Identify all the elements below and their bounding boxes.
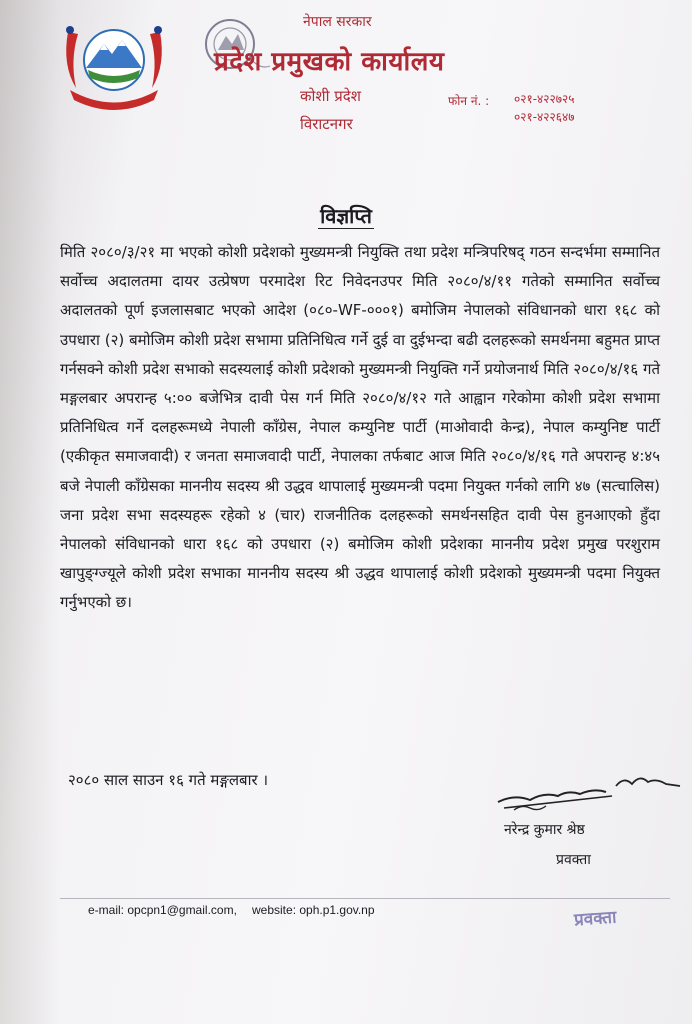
notice-title: विज्ञप्ति <box>320 204 372 228</box>
notice-title-wrapper <box>0 202 692 229</box>
city-name: विराटनगर <box>300 115 353 133</box>
page-shadow <box>0 0 60 1024</box>
office-name-heading: प्रदेश प्रमुखको कार्यालय <box>214 47 445 77</box>
signatory-role: प्रवक्ता <box>556 852 591 868</box>
handwritten-signature <box>494 772 684 820</box>
signatory-name: नरेन्द्र कुमार श्रेष्ठ <box>504 822 585 838</box>
footer-divider <box>60 898 670 899</box>
phone-number-2: ०२१-४२२६४७ <box>514 110 575 124</box>
phone-label: फोन नं. : <box>448 94 490 108</box>
notice-body-text: मिति २०८०/३/२१ मा भएको कोशी प्रदेशको मुख्यमन्त्री नियुक्ति तथा प्रदेश मन्त्रिपरिषद् गठन सन्दर्भमा सम्मानित सर्वोच्च अदालतमा दायर उत्प्रेषण परमादेश रिट निवेदनउपर मिति २०८०/४/११ गतेको सम्मानित सर्वोच्च अदालतको पूर्ण इजलासबाट भएको आदेश (०८०-WF-०००१) बमोजिम नेपालको संविधानको धारा १६८ को उपधारा (२) बमोजिम कोशी प्रदेश सभामा प्रतिनिधित्व गर्ने दुई वा दुईभन्दा बढी दलहरूको समर्थनमा बहुमत प्राप्त गर्नसक्ने कोशी प्रदेश सभाको सदस्यलाई कोशी प्रदेशको मुख्यमन्त्री नियुक्ति गर्ने प्रयोजनार्थ मिति २०८०/४/१६ गते मङ्गलबार अपरान्ह ५:०० बजेभित्र दावी पेस गर्न मिति २०८०/४/१२ गते आह्वान गरेकोमा कोशी प्रदेश सभामा प्रतिनिधित्व गर्ने दलहरूमध्ये नेपाली काँग्रेस, नेपाल कम्युनिष्ट पार्टी (माओवादी केन्द्र), नेपाल कम्युनिष्ट पार्टी (एकीकृत समाजवादी) र जनता समाजवादी पार्टी, नेपालका तर्फबाट आज मिति २०८०/४/१६ गते अपरान्ह ४:४५ बजे नेपाली काँग्रेसका माननीय सदस्य श्री उद्धव थापालाई मुख्यमन्त्री पदमा नियुक्त गर्नको लागि ४७ (सत्चालिस) जना प्रदेश सभा सदस्यहरू रहेको ४ (चार) राजनीतिक दलहरूको समर्थनसहित दावी पेस हुनआएको हुँदा नेपालको संविधानको धारा १६८ को उपधारा (२) बमोजिम कोशी प्रदेशका माननीय प्रदेश प्रमुख परशुराम खापुङ्ग्ज्यूले कोशी प्रदेश सभाका माननीय सदस्य श्री उद्धव थापालाई कोशी प्रदेशको मुख्यमन्त्री पदमा नियुक्त गर्नुभएको छ। <box>60 243 660 612</box>
footer-email: e-mail: opcpn1@gmail.com, <box>88 903 237 917</box>
phone-number-1: ०२१-४२२७२५ <box>514 92 575 106</box>
nepal-emblem-logo <box>60 20 168 110</box>
notice-date: २०८० साल साउन १६ गते मङ्गलबार । <box>68 771 269 789</box>
spokesperson-stamp: प्रवक्ता <box>573 907 618 931</box>
footer-website: website: oph.p1.gov.np <box>252 903 375 917</box>
government-label: नेपाल सरकार <box>303 14 372 30</box>
province-name: कोशी प्रदेश <box>300 87 361 105</box>
